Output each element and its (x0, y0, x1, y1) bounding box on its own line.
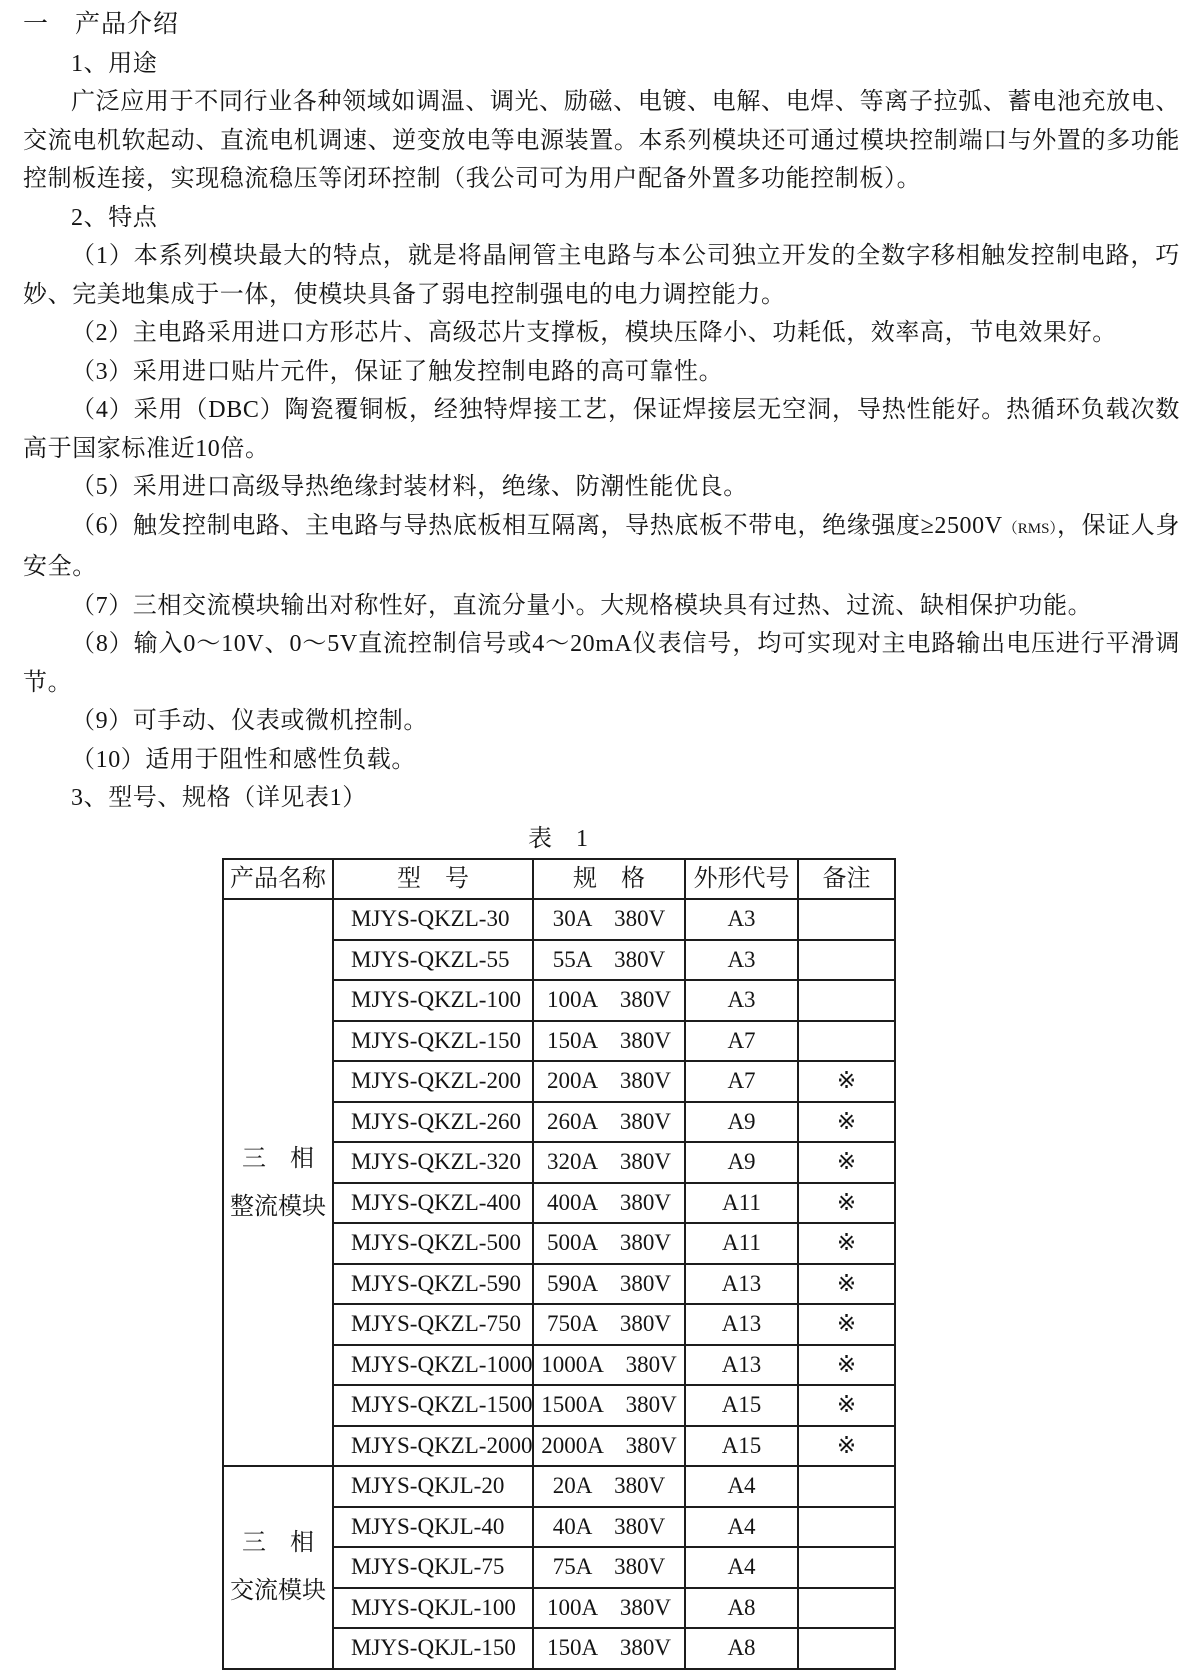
model-cell: MJYS-QKZL-500 (333, 1223, 533, 1264)
spec-cell: 200A 380V (533, 1061, 685, 1102)
model-cell: MJYS-QKZL-590 (333, 1264, 533, 1305)
model-cell: MJYS-QKZL-320 (333, 1142, 533, 1183)
spec-cell: 750A 380V (533, 1304, 685, 1345)
feature-item-7: （7）三相交流模块输出对称性好，直流分量小。大规格模块具有过热、过流、缺相保护功能。 (71, 592, 1093, 619)
spec-cell: 1500A 380V (533, 1385, 685, 1426)
spec-cell: 55A 380V (533, 940, 685, 981)
feature-item-1: （1）本系列模块最大的特点，就是将晶闸管主电路与本公司独立开发的全数字移相触发控制电路，巧妙、完美地集成于一体，使模块具备了弱电控制强电的电力调控能力。 (23, 243, 1180, 308)
spec-cell: 20A 380V (533, 1466, 685, 1507)
subsection-title-features: 2、特点 (71, 204, 158, 231)
code-cell: A8 (685, 1588, 798, 1629)
model-cell: MJYS-QKZL-1500 (333, 1385, 533, 1426)
feature-item-3: （3）采用进口贴片元件，保证了触发控制电路的高可靠性。 (71, 358, 724, 385)
remark-cell (798, 1507, 895, 1548)
code-cell: A4 (685, 1507, 798, 1548)
column-header-3: 规 格 (533, 859, 685, 900)
remark-cell (798, 899, 895, 940)
model-cell: MJYS-QKZL-2000 (333, 1426, 533, 1467)
remark-cell: ※ (798, 1426, 895, 1467)
column-header-4: 外形代号 (685, 859, 798, 900)
spec-cell: 2000A 380V (533, 1426, 685, 1467)
remark-cell (798, 1466, 895, 1507)
feature-item-9: （9）可手动、仪表或微机控制。 (71, 708, 428, 734)
feature-text: （6）触发控制电路、主电路与导热底板相互隔离，导热底板不带电，绝缘强度≥2500V (71, 512, 1003, 539)
remark-cell: ※ (798, 1264, 895, 1305)
code-cell: A11 (685, 1223, 798, 1264)
code-cell: A13 (685, 1345, 798, 1386)
code-cell: A13 (685, 1304, 798, 1345)
code-cell: A4 (685, 1466, 798, 1507)
remark-cell: ※ (798, 1142, 895, 1183)
remark-cell: ※ (798, 1102, 895, 1143)
model-cell: MJYS-QKZL-400 (333, 1183, 533, 1224)
code-cell: A15 (685, 1385, 798, 1426)
feature-text: ，保证人身安全。 (23, 512, 1181, 580)
spec-cell: 260A 380V (533, 1102, 685, 1143)
feature-item-2: （2）主电路采用进口方形芯片、高级芯片支撑板，模块压降小、功耗低，效率高，节电效果好。 (71, 320, 1117, 346)
product-group-name-line: 三 相 (242, 1145, 314, 1172)
column-header-5: 备注 (798, 859, 895, 900)
code-cell: A13 (685, 1264, 798, 1305)
subsection-title-usage: 1、用途 (71, 50, 158, 77)
column-header-2: 型 号 (333, 859, 533, 900)
spec-cell: 1000A 380V (533, 1345, 685, 1386)
model-cell: MJYS-QKZL-150 (333, 1021, 533, 1062)
spec-cell: 100A 380V (533, 1588, 685, 1629)
features-list (23, 237, 1180, 779)
feature-item-10: （10）适用于阻性和感性负载。 (71, 746, 416, 773)
spec-cell: 590A 380V (533, 1264, 685, 1305)
product-group-name-line: 三 相 (242, 1530, 314, 1557)
remark-cell (798, 1547, 895, 1588)
remark-cell: ※ (798, 1223, 895, 1264)
model-cell: MJYS-QKZL-1000 (333, 1345, 533, 1386)
code-cell: A7 (685, 1061, 798, 1102)
code-cell: A9 (685, 1102, 798, 1143)
model-cell: MJYS-QKJL-20 (333, 1466, 533, 1507)
spec-cell: 30A 380V (533, 899, 685, 940)
code-cell: A8 (685, 1628, 798, 1669)
feature-item-6 (23, 507, 1180, 587)
model-cell: MJYS-QKZL-30 (333, 899, 533, 940)
code-cell: A4 (685, 1547, 798, 1588)
spec-cell: 150A 380V (533, 1021, 685, 1062)
spec-table (222, 858, 896, 1670)
model-cell: MJYS-QKZL-55 (333, 940, 533, 981)
model-cell: MJYS-QKZL-750 (333, 1304, 533, 1345)
remark-cell: ※ (798, 1183, 895, 1224)
section-heading: 一 产品介绍 (23, 11, 180, 38)
model-cell: MJYS-QKZL-260 (333, 1102, 533, 1143)
spec-cell: 150A 380V (533, 1628, 685, 1669)
remark-cell: ※ (798, 1345, 895, 1386)
product-group-name-line: 交流模块 (230, 1578, 326, 1605)
code-cell: A7 (685, 1021, 798, 1062)
product-group-name-1 (223, 899, 333, 1466)
model-cell: MJYS-QKJL-75 (333, 1547, 533, 1588)
remark-cell: ※ (798, 1061, 895, 1102)
model-cell: MJYS-QKJL-150 (333, 1628, 533, 1669)
table-row (223, 899, 895, 940)
model-cell: MJYS-QKJL-100 (333, 1588, 533, 1629)
model-cell: MJYS-QKJL-40 (333, 1507, 533, 1548)
model-cell: MJYS-QKZL-200 (333, 1061, 533, 1102)
subsection-title-models: 3、型号、规格（详见表1） (71, 785, 367, 811)
code-cell: A3 (685, 899, 798, 940)
feature-item-8: （8）输入0～10V、0～5V直流控制信号或4～20mA仪表信号，均可实现对主电路输出电压进行平滑调节。 (23, 631, 1180, 696)
remark-cell (798, 1021, 895, 1062)
remark-cell: ※ (798, 1304, 895, 1345)
spec-cell: 40A 380V (533, 1507, 685, 1548)
spec-cell: 500A 380V (533, 1223, 685, 1264)
product-group-name-line: 整流模块 (230, 1193, 326, 1220)
column-header-1: 产品名称 (223, 859, 333, 900)
spec-cell: 400A 380V (533, 1183, 685, 1224)
spec-cell: 100A 380V (533, 980, 685, 1021)
code-cell: A11 (685, 1183, 798, 1224)
remark-cell (798, 1588, 895, 1629)
product-group-name-2 (223, 1466, 333, 1669)
code-cell: A3 (685, 980, 798, 1021)
feature-item-5: （5）采用进口高级导热绝缘封装材料，绝缘、防潮性能优良。 (71, 474, 748, 500)
remark-cell (798, 940, 895, 981)
remark-cell: ※ (798, 1385, 895, 1426)
usage-paragraph: 广泛应用于不同行业各种领域如调温、调光、励磁、电镀、电解、电焊、等离子拉弧、蓄电池充放电、交流电机软起动、直流电机调速、逆变放电等电源装置。本系列模块还可通过模块控制端口与外置的多功能控制板连接，实现稳流稳压等闭环控制（我公司可为用户配备外置多功能控制板）。 (23, 89, 1180, 192)
table-row (223, 1466, 895, 1507)
code-cell: A9 (685, 1142, 798, 1183)
code-cell: A15 (685, 1426, 798, 1467)
table-header-row (223, 859, 895, 900)
spec-cell: 75A 380V (533, 1547, 685, 1588)
remark-cell (798, 1628, 895, 1669)
model-cell: MJYS-QKZL-100 (333, 980, 533, 1021)
feature-item-4: （4）采用（DBC）陶瓷覆铜板，经独特焊接工艺，保证焊接层无空洞，导热性能好。热循环负载次数高于国家标准近10倍。 (23, 397, 1180, 462)
spec-cell: 320A 380V (533, 1142, 685, 1183)
rms-subscript: （RMS） (1002, 520, 1057, 537)
remark-cell (798, 980, 895, 1021)
code-cell: A3 (685, 940, 798, 981)
table-caption: 表 1 (528, 825, 588, 852)
